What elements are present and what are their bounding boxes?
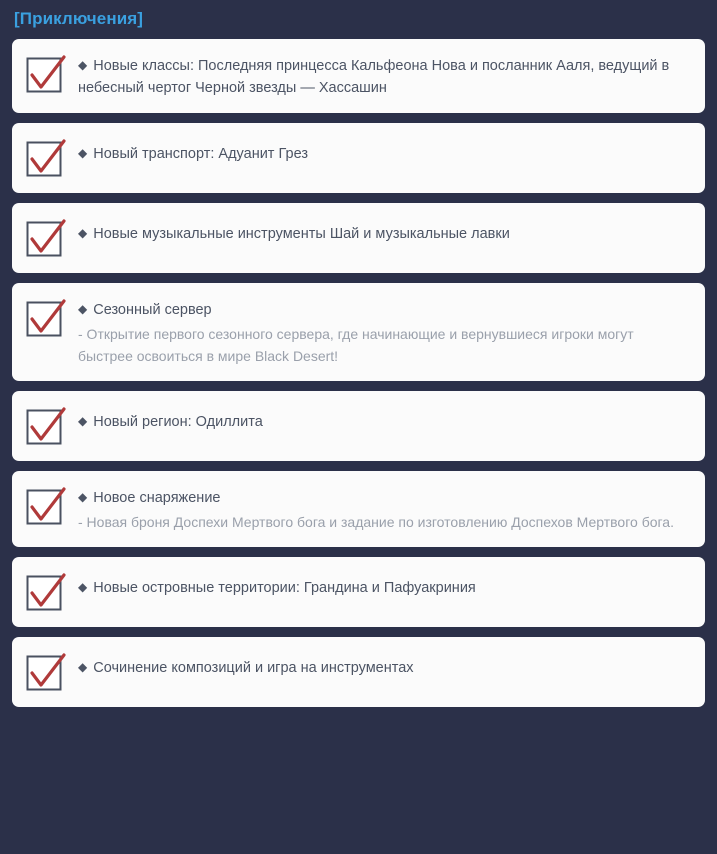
list-item-text <box>78 657 689 679</box>
list-item <box>12 471 705 547</box>
list-item-body <box>78 485 689 533</box>
list-item-body <box>78 405 689 433</box>
checkbox-checked-icon[interactable] <box>26 573 66 613</box>
checkbox-checked-icon[interactable] <box>26 55 66 95</box>
list-item-main: Сочинение композиций и игра на инструментах <box>93 660 414 676</box>
list-item-sub: - Новая броня Доспехи Мертвого бога и задание по изготовлению Доспехов Мертвого бога. <box>78 514 674 530</box>
diamond-bullet-icon: ◆ <box>78 490 88 504</box>
list-item-body <box>78 651 689 679</box>
list-item-text <box>78 223 689 245</box>
list-item-body <box>78 137 689 165</box>
list-item-text <box>78 299 689 321</box>
list-item-text <box>78 411 689 433</box>
checkbox-checked-icon[interactable] <box>26 487 66 527</box>
list-item <box>12 39 705 113</box>
diamond-bullet-icon: ◆ <box>78 580 88 594</box>
list-item-sub: - Открытие первого сезонного сервера, где начинающие и вернувшиеся игроки могут быстрее освоиться в мире Black Desert! <box>78 326 634 364</box>
list-item <box>12 283 705 381</box>
list-item-body <box>78 53 689 99</box>
diamond-bullet-icon: ◆ <box>78 146 88 160</box>
list-item-main: Новые музыкальные инструменты Шай и музыкальные лавки <box>93 226 510 242</box>
diamond-bullet-icon: ◆ <box>78 660 88 674</box>
page-title: [Приключения] <box>14 9 144 28</box>
list-item-main: Новый регион: Одиллита <box>93 414 263 430</box>
diamond-bullet-icon: ◆ <box>78 414 88 428</box>
diamond-bullet-icon: ◆ <box>78 226 88 240</box>
list-item-body <box>78 297 689 367</box>
list-item <box>12 203 705 273</box>
list-item <box>12 637 705 707</box>
checkbox-checked-icon[interactable] <box>26 299 66 339</box>
list-item-text <box>78 55 689 99</box>
checkbox-checked-icon[interactable] <box>26 653 66 693</box>
list-item-main: Новое снаряжение <box>93 490 221 506</box>
list-item-main: Новый транспорт: Адуанит Грез <box>93 146 308 162</box>
list-item <box>12 557 705 627</box>
diamond-bullet-icon: ◆ <box>78 302 88 316</box>
list-item-main: Сезонный сервер <box>93 302 212 318</box>
list-item-text <box>78 577 689 599</box>
diamond-bullet-icon: ◆ <box>78 58 88 72</box>
list-item-body <box>78 571 689 599</box>
list-item-text <box>78 143 689 165</box>
list-item <box>12 391 705 461</box>
checkbox-checked-icon[interactable] <box>26 407 66 447</box>
checkbox-checked-icon[interactable] <box>26 219 66 259</box>
list-item-text <box>78 487 689 509</box>
list-item-main: Новые островные территории: Грандина и Пафуакриния <box>93 580 476 596</box>
list-item-body <box>78 217 689 245</box>
list-item <box>12 123 705 193</box>
checkbox-checked-icon[interactable] <box>26 139 66 179</box>
list-item-main: Новые классы: Последняя принцесса Кальфеона Нова и посланник Ааля, ведущий в небесный чертог Черной звезды — Хассашин <box>78 58 670 96</box>
